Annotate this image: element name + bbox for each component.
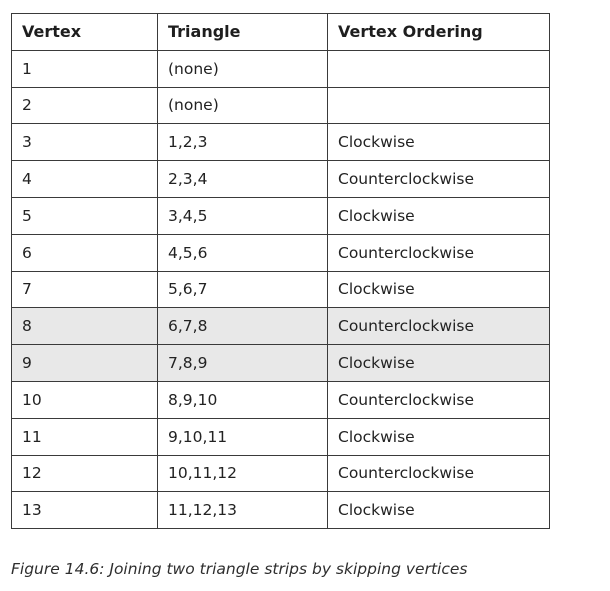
table-row: [12, 87, 550, 124]
header-triangle: Triangle: [158, 14, 328, 51]
cell-triangle: 4,5,6: [158, 234, 328, 271]
cell-vertex-ordering: Clockwise: [328, 418, 550, 455]
cell-vertex-ordering: Counterclockwise: [328, 161, 550, 198]
cell-vertex-ordering: Clockwise: [328, 197, 550, 234]
cell-vertex-ordering: Counterclockwise: [328, 455, 550, 492]
cell-vertex: 6: [12, 234, 158, 271]
cell-triangle: 8,9,10: [158, 381, 328, 418]
cell-vertex-ordering: Counterclockwise: [328, 381, 550, 418]
table-row: [12, 455, 550, 492]
cell-triangle: 6,7,8: [158, 308, 328, 345]
vertex-table-container: [11, 13, 549, 529]
table-body: [12, 50, 550, 528]
cell-vertex: 8: [12, 308, 158, 345]
header-vertex-ordering: Vertex Ordering: [328, 14, 550, 51]
cell-vertex-ordering: Clockwise: [328, 345, 550, 382]
cell-vertex-ordering: Clockwise: [328, 271, 550, 308]
cell-vertex: 7: [12, 271, 158, 308]
cell-triangle: 11,12,13: [158, 492, 328, 529]
cell-vertex: 11: [12, 418, 158, 455]
cell-vertex-ordering: Counterclockwise: [328, 308, 550, 345]
cell-triangle: 2,3,4: [158, 161, 328, 198]
cell-vertex: 1: [12, 50, 158, 87]
cell-triangle: 7,8,9: [158, 345, 328, 382]
cell-vertex: 13: [12, 492, 158, 529]
cell-vertex: 9: [12, 345, 158, 382]
cell-triangle: 5,6,7: [158, 271, 328, 308]
table-row: [12, 308, 550, 345]
cell-vertex: 5: [12, 197, 158, 234]
table-row: [12, 161, 550, 198]
cell-vertex: 12: [12, 455, 158, 492]
cell-vertex-ordering: [328, 87, 550, 124]
table-row: [12, 271, 550, 308]
cell-vertex: 3: [12, 124, 158, 161]
cell-triangle: 9,10,11: [158, 418, 328, 455]
cell-vertex: 2: [12, 87, 158, 124]
table-row: [12, 418, 550, 455]
cell-vertex: 10: [12, 381, 158, 418]
table-header-row: [12, 14, 550, 51]
cell-triangle: 3,4,5: [158, 197, 328, 234]
cell-vertex: 4: [12, 161, 158, 198]
table-row: [12, 234, 550, 271]
table-row: [12, 124, 550, 161]
cell-vertex-ordering: [328, 50, 550, 87]
cell-triangle: 10,11,12: [158, 455, 328, 492]
table-row: [12, 381, 550, 418]
cell-vertex-ordering: Clockwise: [328, 492, 550, 529]
cell-triangle: (none): [158, 50, 328, 87]
cell-triangle: (none): [158, 87, 328, 124]
vertex-ordering-table: [11, 13, 550, 529]
cell-vertex-ordering: Clockwise: [328, 124, 550, 161]
table-row: [12, 50, 550, 87]
header-vertex: Vertex: [12, 14, 158, 51]
table-row: [12, 492, 550, 529]
table-row: [12, 345, 550, 382]
figure-caption: Figure 14.6: Joining two triangle strips by skipping vertices: [11, 560, 468, 578]
table-row: [12, 197, 550, 234]
cell-vertex-ordering: Counterclockwise: [328, 234, 550, 271]
cell-triangle: 1,2,3: [158, 124, 328, 161]
